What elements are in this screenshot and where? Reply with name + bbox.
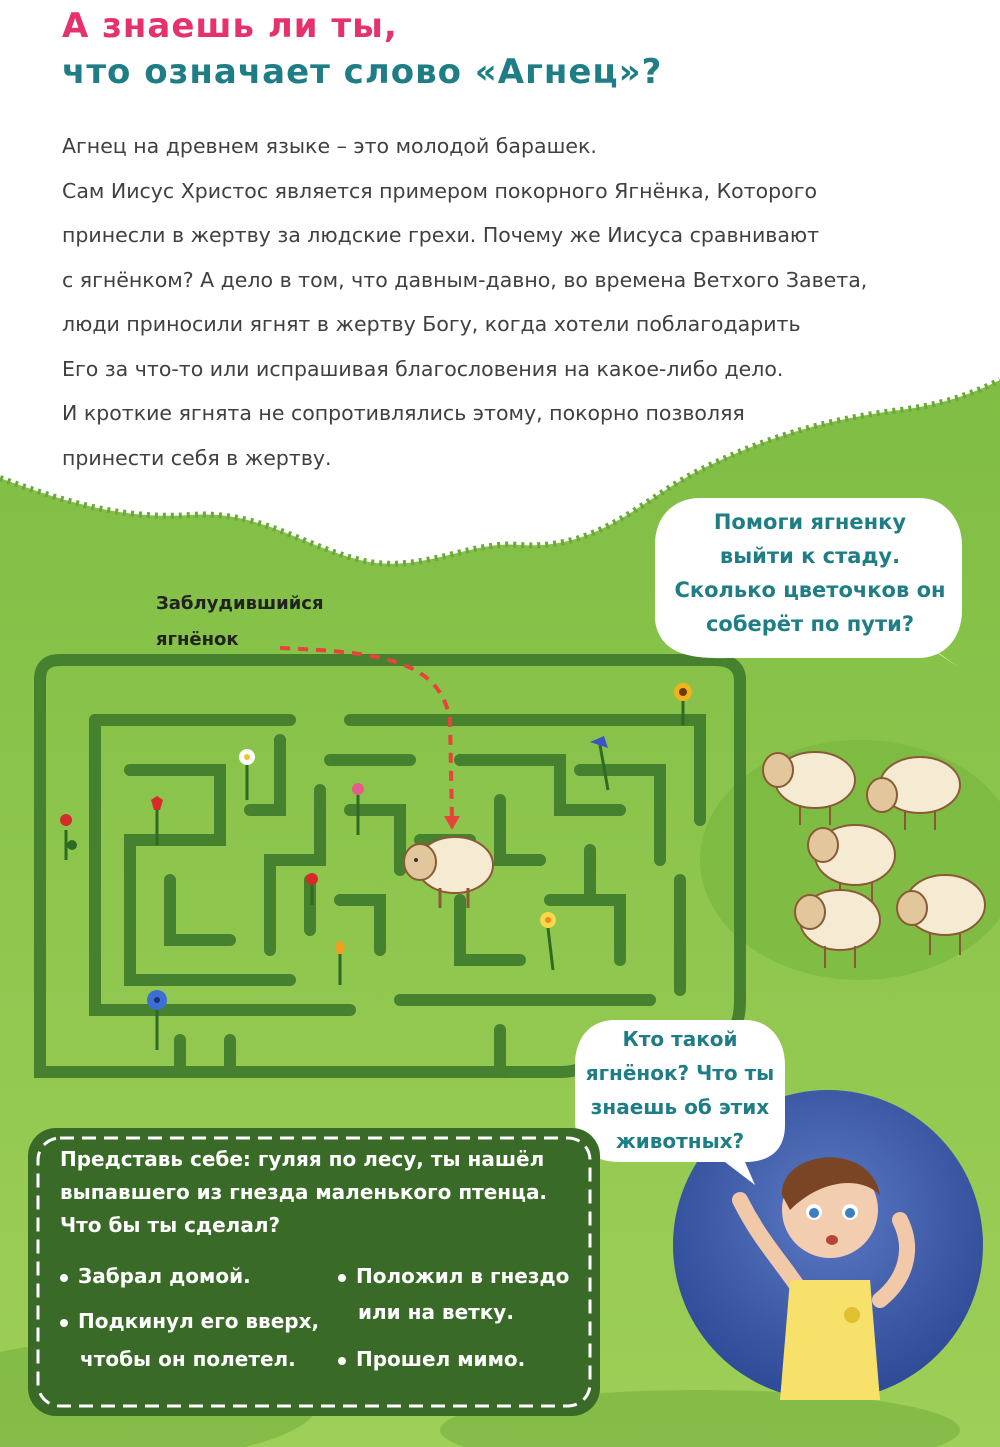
question-line: Что бы ты сделал?	[60, 1213, 281, 1237]
label-line: Заблудившийся	[156, 593, 324, 614]
bubble-line: ягнёнок? Что ты	[585, 1061, 775, 1085]
body-line: принесли в жертву за людские грехи. Почему же Иисуса сравнивают	[62, 223, 820, 247]
boy-bubble-text	[577, 1022, 783, 1158]
body-line: люди приносили ягнят в жертву Богу, когда хотели поблагодарить	[62, 312, 801, 336]
bullet-icon	[338, 1357, 346, 1365]
bullet-icon	[60, 1274, 68, 1282]
option-put-in-nest-continued: или на ветку.	[358, 1300, 514, 1324]
body-line: принести себя в жертву.	[62, 445, 332, 470]
bubble-line: Сколько цветочков он	[674, 578, 946, 602]
option-toss-up: Подкинул его вверх,	[60, 1303, 319, 1339]
bubble-line: Кто такой	[622, 1027, 738, 1051]
option-toss-up-continued: чтобы он полетел.	[80, 1347, 296, 1371]
label-line: ягнёнок	[156, 629, 239, 650]
bullet-icon	[60, 1319, 68, 1327]
bubble-line: знаешь об этих	[590, 1095, 770, 1119]
body-line: Сам Иисус Христос является примером покорного Ягнёнка, Которого	[62, 178, 818, 203]
question-line: Представь себе: гуляя по лесу, ты нашёл	[60, 1147, 545, 1171]
bubble-line: животных?	[615, 1129, 745, 1153]
question-line: выпавшего из гнезда маленького птенца.	[60, 1180, 548, 1204]
task-question	[60, 1143, 590, 1242]
lost-lamb-label	[156, 586, 324, 658]
maze-bubble-text	[660, 505, 960, 641]
bubble-line: Помоги ягненку	[713, 510, 907, 534]
bubble-line: выйти к стаду.	[719, 544, 901, 568]
body-line: Агнец на древнем языке – это молодой барашек.	[62, 134, 597, 158]
option-walk-by: Прошел мимо.	[338, 1341, 525, 1377]
heading-question: А знаешь ли ты,	[62, 6, 398, 46]
bullet-icon	[338, 1274, 346, 1282]
body-line: И кроткие ягнята не сопротивлялись этому, покорно позволяя	[62, 401, 745, 425]
body-line: с ягнёнком? А дело в том, что давным-давно, во времена Ветхого Завета,	[62, 267, 868, 292]
heading-title: что означает слово «Агнец»?	[62, 52, 663, 92]
bubble-line: соберёт по пути?	[705, 612, 915, 636]
option-put-in-nest: Положил в гнездо	[338, 1258, 569, 1294]
body-line: Его за что-то или испрашивая благословения на какое-либо дело.	[62, 356, 784, 381]
option-take-home: Забрал домой.	[60, 1258, 251, 1294]
body-paragraph	[62, 124, 942, 480]
